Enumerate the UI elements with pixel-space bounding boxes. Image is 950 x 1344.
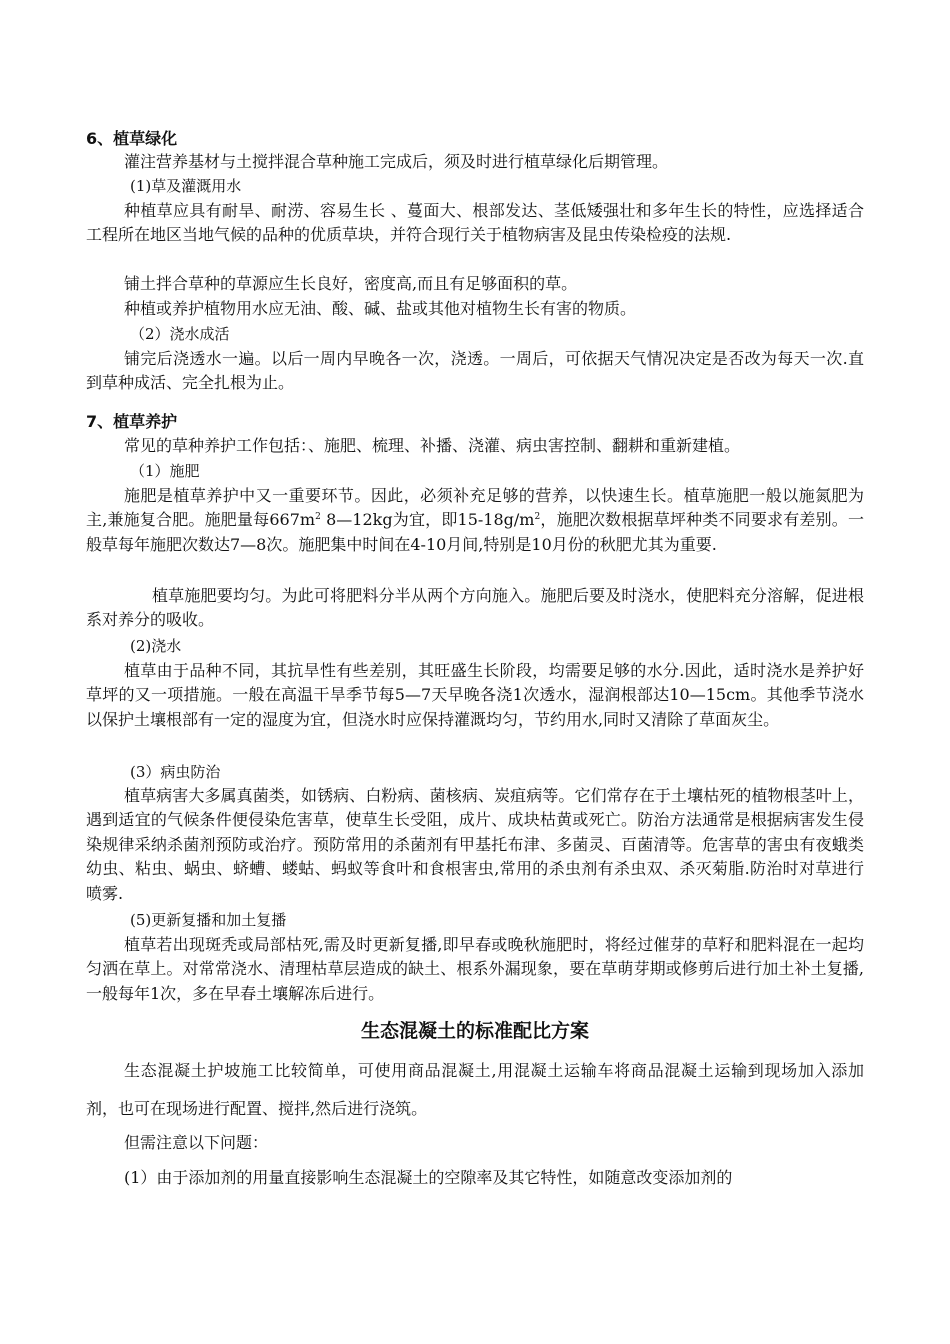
section-6-paragraph-1: 种植草应具有耐旱、耐涝、容易生长 、蔓面大、根部发达、茎低矮强壮和多年生长的特性，应选择适合工程所在地区当地气候的品种的优质草块，并符合现行关于植物病害及昆虫传染检疫的法规. [86,201,864,245]
section-6-paragraph-4: 铺完后浇透水一遍。以后一周内早晚各一次，浇透。一周后，可依据天气情况决定是否改为每天一次.直到草种成活、完全扎根为止。 [86,349,864,393]
concrete-paragraph-3: (1）由于添加剂的用量直接影响生态混凝土的空隙率及其它特性，如随意改变添加剂的 [124,1168,733,1187]
section-7-subheading-2: (2)浇水 [130,637,182,655]
section-6-subheading-2: （2）浇水成活 [130,325,230,343]
p1-text-b: 8—12kg为宜，即15-18g/m [320,510,535,530]
section-7-intro: 常见的草种养护工作包括：、施肥、梳理、补播、浇灌、病虫害控制、翻耕和重新建植。 [124,436,741,455]
p1-text-a: 施肥是植草养护中又一重要环节。因此，必须补充足够的营养，以快速生长。植草施肥一般以施氮肥为主,兼施复合肥。施肥量每667m [86,486,864,530]
section-6-intro: 灌注营养基材与土搅拌混合草种施工完成后，须及时进行植草绿化后期管理。 [124,152,669,171]
section-6-heading: 6、植草绿化 [86,129,178,148]
concrete-paragraph-2: 但需注意以下问题： [124,1133,269,1152]
section-7-paragraph-4: 植草病害大多属真菌类，如锈病、白粉病、菌核病、炭疽病等。它们常存在于土壤枯死的植物根茎叶上，遇到适宜的气候条件便侵染危害草，使草生长受阻，成片、成块枯黄或死亡。防治方法通常是根据病害发生侵染规律采纳杀菌剂预防或治疗。预防常用的杀菌剂有甲基托布津、多菌灵、百菌清等。危害草的害虫有夜蛾类幼虫、粘虫、蜗虫、蛴螬、蝼蛄、蚂蚁等食叶和食根害虫,常用的杀虫剂有杀虫双、杀灭菊脂.防治时对草进行喷雾. [86,786,864,903]
section-7-paragraph-3: 植草由于品种不同，其抗旱性有些差别，其旺盛生长阶段，均需要足够的水分.因此，适时浇水是养护好草坪的又一项措施。一般在高温干旱季节每5—7天早晚各浇1次透水，湿润根部达10—15cm。其他季节浇水以保护土壤根部有一定的湿度为宜，但浇水时应保持灌溉均匀，节约用水,同时又清除了草面灰尘。 [86,661,864,729]
section-7-paragraph-1 [86,484,864,557]
section-7-paragraph-2: 植草施肥要均匀。为此可将肥料分半从两个方向施入。施肥后要及时浇水，使肥料充分溶解，促进根系对养分的吸收。 [86,586,864,630]
section-7-subheading-1: （1）施肥 [130,462,200,480]
section-7-heading: 7、植草养护 [86,412,178,431]
superscript: 2 [534,512,541,523]
concrete-paragraph-1: 生态混凝土护坡施工比较简单，可使用商品混凝土,用混凝土运输车将商品混凝土运输到现场加入添加剂，也可在现场进行配置、搅拌,然后进行浇筑。 [86,1061,864,1118]
p1-text-c: ，施肥次数根据草坪种类不同要求有差别。一般草每年施肥次数达7—8次。施肥集中时间在4-10月间,特别是10月份的秋肥尤其为重要. [86,510,864,554]
section-7-paragraph-5: 植草若出现斑秃或局部枯死,需及时更新复播,即早春或晚秋施肥时，将经过催芽的草籽和肥料混在一起均匀洒在草上。对常常浇水、清理枯草层造成的缺土、根系外漏现象，要在草萌芽期或修剪后进行加土补土复播,一般每年1次，多在早春土壤解冻后进行。 [86,935,864,1003]
section-6-subheading-1: (1)草及灌溉用水 [130,177,242,195]
section-6-paragraph-2: 铺土拌合草种的草源应生长良好，密度高,而且有足够面积的草。 [124,274,578,293]
section-7-subheading-3: (3）病虫防治 [130,763,221,781]
section-7-subheading-4: (5)更新复播和加土复播 [130,911,287,929]
superscript: 2 [315,512,321,523]
section-6-paragraph-3: 种植或养护植物用水应无油、酸、碱、盐或其他对植物生长有害的物质。 [124,299,637,318]
concrete-title: 生态混凝土的标准配比方案 [360,1020,589,1042]
